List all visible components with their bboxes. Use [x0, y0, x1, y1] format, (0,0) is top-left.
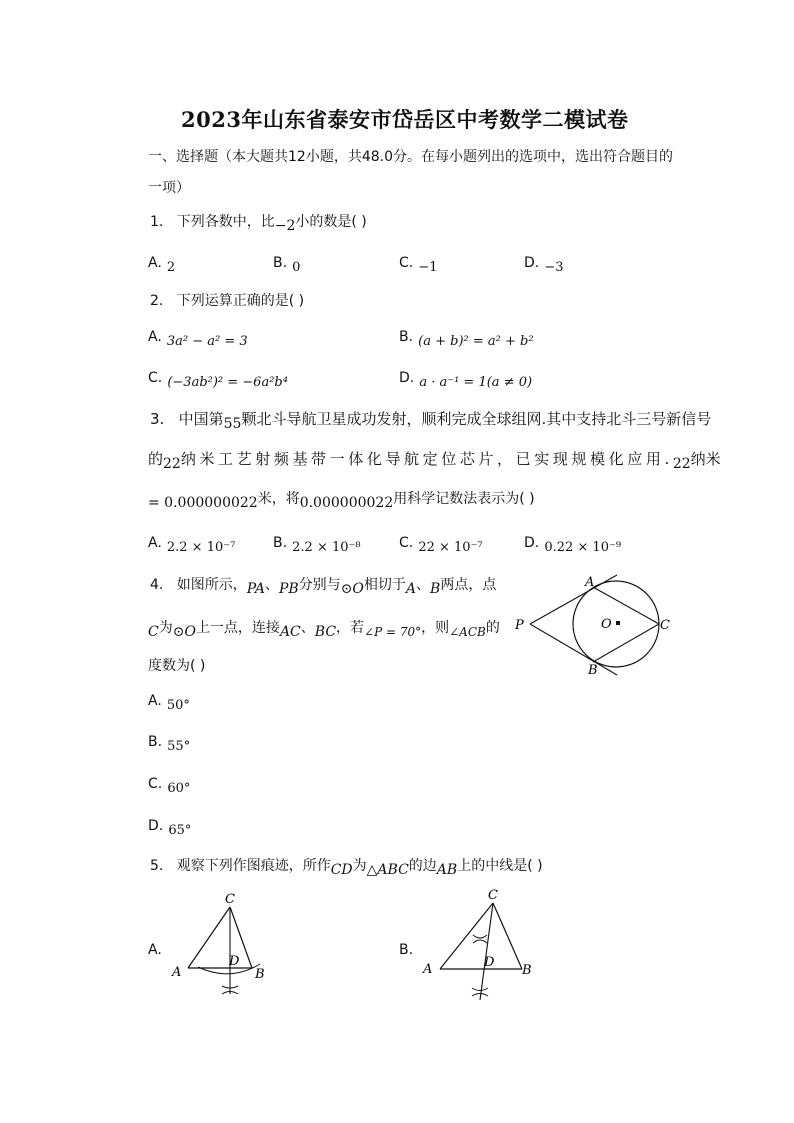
option-b-label[interactable]: B.	[399, 942, 414, 958]
construction-arc	[472, 994, 488, 997]
question-text: 纳米	[690, 450, 721, 468]
math-expr: ∠ACB	[449, 625, 486, 639]
option-b[interactable]	[273, 252, 301, 275]
question-text: 上的中线是( )	[457, 858, 543, 874]
math-expr: = 0.000000022	[148, 495, 258, 511]
tangent-circle-figure	[510, 570, 680, 680]
question-number: 1.	[150, 214, 164, 230]
option-value: 2	[166, 260, 176, 275]
option-value: a · a⁻¹ = 1(a ≠ 0)	[419, 375, 533, 390]
question-text: 两点，点	[440, 577, 497, 593]
option-a[interactable]	[148, 252, 176, 275]
question-text: ，若	[336, 620, 365, 636]
option-value: 22 × 10⁻⁷	[418, 540, 483, 555]
option-d[interactable]	[399, 367, 533, 390]
label-d: D	[229, 954, 240, 969]
option-label: C.	[148, 776, 163, 792]
label-a: A	[172, 965, 182, 980]
option-value: 55°	[167, 739, 191, 754]
math-expr: 0.000000022	[299, 495, 394, 511]
question-4	[150, 574, 497, 597]
option-label: D.	[524, 535, 540, 551]
option-c[interactable]	[399, 252, 438, 275]
label-a: A	[423, 962, 433, 977]
question-text: 上一点，连接	[195, 620, 280, 636]
label-p: P	[515, 618, 524, 633]
option-b[interactable]	[399, 326, 534, 349]
side-ca	[188, 907, 230, 968]
label-b: B	[522, 963, 532, 978]
option-a-label[interactable]: A.	[148, 942, 162, 958]
question-text: 的	[148, 450, 164, 468]
question-text: 如图所示，	[176, 577, 247, 593]
question-text: 观察下列作图痕迹，所作	[176, 858, 331, 874]
option-label: B.	[399, 329, 414, 345]
option-d[interactable]	[524, 252, 564, 275]
option-c[interactable]	[399, 532, 483, 555]
question-text: 的	[485, 620, 500, 636]
math-expr: 55	[223, 416, 242, 432]
label-a: A	[585, 575, 595, 590]
construction-arc	[473, 940, 487, 943]
option-b-figure[interactable]	[418, 885, 548, 1010]
label-c: C	[488, 888, 498, 903]
question-3-line2	[148, 448, 721, 472]
question-text: 、	[416, 577, 431, 593]
option-value: 2.2 × 10⁻⁷	[166, 540, 236, 555]
question-text: 为	[158, 620, 173, 636]
option-b[interactable]	[273, 532, 361, 555]
label-b: B	[255, 967, 265, 982]
question-1	[150, 211, 367, 234]
option-a[interactable]	[148, 326, 248, 349]
math-expr: A	[405, 581, 417, 597]
option-label: A.	[148, 255, 162, 271]
label-c: C	[660, 618, 670, 633]
question-text: 用科学记数法表示为( )	[393, 491, 535, 507]
label-o: O	[601, 617, 612, 632]
option-label: A.	[148, 329, 162, 345]
option-label: B.	[273, 255, 288, 271]
question-text: 下列运算正确的是( )	[176, 293, 305, 309]
math-expr: △ABC	[366, 862, 409, 878]
question-text: 小的数是( )	[295, 214, 367, 230]
question-text: 米，将	[257, 491, 300, 507]
option-label: B.	[273, 535, 288, 551]
question-text: 纳米工艺射频基带一体化导航定位芯片，已实现规模化应用.	[180, 450, 673, 468]
option-c[interactable]	[148, 367, 288, 390]
center-dot	[616, 621, 620, 625]
option-value: 0	[292, 260, 301, 275]
label-b: B	[588, 663, 598, 678]
question-5	[150, 855, 543, 878]
question-3	[150, 408, 712, 432]
question-4-line3: 度数为( )	[148, 658, 206, 674]
question-2	[150, 290, 304, 310]
option-a[interactable]	[148, 532, 236, 555]
option-d[interactable]	[524, 532, 622, 555]
option-c[interactable]	[148, 773, 191, 796]
math-expr: C	[148, 624, 159, 640]
question-text: ，则	[421, 620, 450, 636]
question-text: 的边	[408, 858, 437, 874]
construction-arc	[473, 935, 487, 938]
question-4-line2	[148, 617, 500, 640]
question-text: 下列各数中，比	[176, 214, 275, 230]
math-expr: −2	[274, 218, 296, 234]
question-number: 2.	[150, 293, 164, 309]
question-text: 中国第	[178, 410, 224, 428]
question-text: 、	[264, 577, 279, 593]
question-text: 、	[300, 620, 315, 636]
math-expr: 22	[672, 456, 691, 472]
math-expr: AC	[279, 624, 301, 640]
option-value: 60°	[167, 781, 191, 796]
option-value: (a + b)² = a² + b²	[418, 334, 534, 349]
page-title: 2023年山东省泰安市岱岳区中考数学二模试卷	[181, 107, 629, 132]
option-label: C.	[399, 255, 414, 271]
option-label: D.	[148, 818, 164, 834]
option-a[interactable]	[148, 690, 190, 713]
math-expr: BC	[314, 624, 337, 640]
option-value: −3	[544, 260, 564, 275]
option-value: 3a² − a² = 3	[166, 334, 248, 349]
math-expr: PA	[246, 581, 265, 597]
math-expr: CD	[330, 862, 353, 878]
option-label: C.	[148, 370, 163, 386]
option-label: D.	[524, 255, 540, 271]
option-label: B.	[148, 734, 163, 750]
question-text: 为	[352, 858, 367, 874]
math-expr: ⊙O	[340, 581, 364, 597]
section-header: 一、选择题（本大题共12小题，共48.0分。在每小题列出的选项中，选出符合题目的	[148, 149, 673, 165]
question-text: 颗北斗导航卫星成功发射，顺利完成全球组网.其中支持北斗三号新信号	[241, 410, 712, 428]
option-value: (−3ab²)² = −6a²b⁴	[167, 375, 288, 390]
side-cb	[493, 903, 522, 969]
option-label: D.	[399, 370, 415, 386]
option-label: A.	[148, 535, 162, 551]
math-expr: B	[430, 581, 441, 597]
math-expr: 22	[163, 456, 181, 472]
question-text: 分别与	[298, 577, 341, 593]
label-c: C	[225, 892, 235, 907]
question-text: 相切于	[363, 577, 406, 593]
option-a-figure[interactable]	[168, 890, 278, 1005]
math-expr: PB	[278, 581, 299, 597]
option-label: A.	[148, 693, 162, 709]
question-3-line3	[148, 488, 535, 511]
option-value: 65°	[168, 823, 192, 838]
option-label: C.	[399, 535, 414, 551]
option-value: 0.22 × 10⁻⁹	[544, 540, 622, 555]
question-number: 5.	[150, 858, 164, 874]
question-number: 4.	[150, 577, 164, 593]
math-expr: ⊙O	[172, 624, 196, 640]
math-expr: AB	[436, 862, 458, 878]
section-header-cont: 一项）	[148, 180, 190, 196]
question-number: 3.	[150, 410, 165, 428]
option-value: −1	[418, 260, 438, 275]
label-d: D	[484, 955, 495, 970]
construction-arc	[472, 988, 488, 991]
option-value: 50°	[166, 698, 190, 713]
option-value: 2.2 × 10⁻⁸	[292, 540, 361, 555]
math-expr: ∠P = 70°	[364, 625, 422, 639]
option-d[interactable]	[148, 815, 192, 838]
option-b[interactable]	[148, 731, 191, 754]
